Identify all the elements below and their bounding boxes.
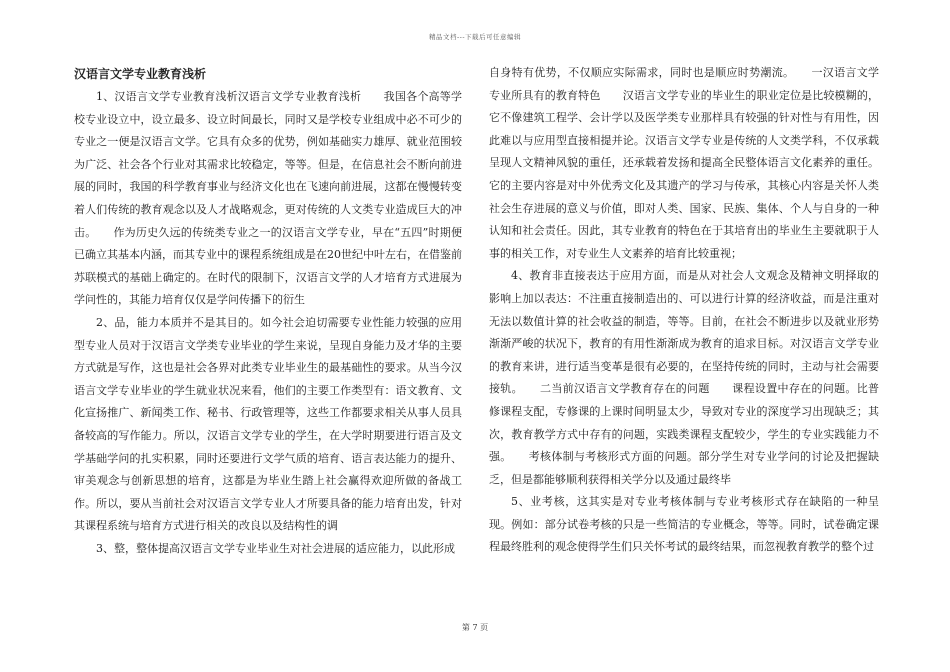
page-number: 第 7 页 [461,623,489,632]
page-header: 精品文档---下载后可任意编辑 [428,33,522,41]
paragraph: 4、教育非直接表达于应用方面，而是从对社会人文观念及精神文明择取的影响上加以表达：不注重直接制造出的、可以进行计算的经济收益，而是注重对无法以数值计算的社会收益的制造，等等。目前，在社会不断进步以及就业形势渐渐严峻的状况下，教育的有用性渐渐成为教育的追求目标。对汉语言文学专业的教育来讲，进行适当变革是很有必要的，在坚持传统的同时，主动与社会需要接轨。 二当前汉语言文学教育存在的问题 课程设置中存在的问题。比普修课程支配，专修课的上课时间明显太少，导致对专业的深度学习出现缺乏；其次，教育教学方式中存有的问题，实践类课程支配较少，学生的专业实践能力不强。 考核体制与考核形式方面的问题。部分学生对专业学问的讨论及把握缺乏，但是都能够顺利获得相关学分以及通过最终毕 [489,269,879,486]
paragraph: 3、整，整体提高汉语言文学专业毕业生对社会进展的适应能力，以此形成 [96,541,455,555]
paragraph: 5、业考核，这其实是对专业考核体制与专业考核形式存在缺陷的一种呈现。例如：部分试卷考核的只是一些简洁的专业概念，等等。同时，试卷确定课程最终胜利的观念使得学生们只关怀考试的最终结果，而忽视教育教学的整个过 [489,495,879,554]
paragraph: 1、汉语言文学专业教育浅析汉语言文学专业教育浅析 我国各个高等学校专业设立中，设立最多、设立时间最长，同时又是学校专业组成中必不可少的专业之一便是汉语言文学。它具有众多的优势，例如基础实力雄厚、就业范围较为广泛、社会各个行业对其需求比较稳定，等等。但是，在信息社会不断向前进展的同时，我国的科学教育事业与经济文化也在飞速向前进展，这都在慢慢转变着人们传统的教育观念以及人才战略观念，更对传统的人文类专业造成巨大的冲击。 作为历史久远的传统类专业之一的汉语言文学专业，早在“五四”时期便已确立其基本内涵，而其专业中的课程系统组成是在20世纪中叶左右，在借鉴前苏联模式的基础上确定的。在时代的限制下，汉语言文学的人才培育方式进展为学问性的，其能力培育仅仅是学问传播下的衍生 [74,90,462,307]
document-title: 汉语言文学专业教育浅析 [74,67,207,81]
paragraph: 自身特有优势，不仅顺应实际需求，同时也是顺应时势潮流。 一汉语言文学专业所具有的教育特色 汉语言文学专业的毕业生的职业定位是比较模糊的，它不像建筑工程学、会计学以及医学类专业那样具有较强的针对性与有用性，因此难以与应用型直接相提并论。汉语言文学专业是传统的人文类学科，不仅承载呈现人文精神风貌的重任，还承载着发扬和提高全民整体语言文化素养的重任。它的主要内容是对中外优秀文化及其遗产的学习与传承，其核心内容是关怀人类社会生存进展的意义与价值，即对人类、国家、民族、集体、个人与自身的一种认知和社会责任。因此，其专业教育的特色在于其培育出的毕业生主要就职于人事的相关工作，对专业生人文素养的培育比较重视； [489,66,879,260]
right-column [489,62,879,559]
left-column [74,62,462,560]
paragraph: 2、品，能力本质并不是其目的。如今社会迫切需要专业性能力较强的应用型专业人员对于汉语言文学类专业毕业的学生来说，呈现自身能力及才华的主要方式就是写作，这也是社会各界对此类专业毕业生的最基础性的要求。从当今汉语言文学专业毕业的学生就业状况来看，他们的主要工作类型有：语文教育、文化宣扬推广、新闻类工作、秘书、行政管理等，这些工作都要求相关从事人员具备较高的写作能力。所以，汉语言文学专业的学生，在大学时期要进行语言及文学基础学问的扎实积累，同时还要进行文学气质的培育、语言表达能力的提升、审美观念与创新思想的培育，这都是为毕业生踏上社会赢得欢迎所做的备战工作。所以，要从当前社会对汉语言文学专业人才所要具备的能力培育出发，针对其课程系统与培育方式进行相关的改良以及结构性的调 [74,315,462,533]
